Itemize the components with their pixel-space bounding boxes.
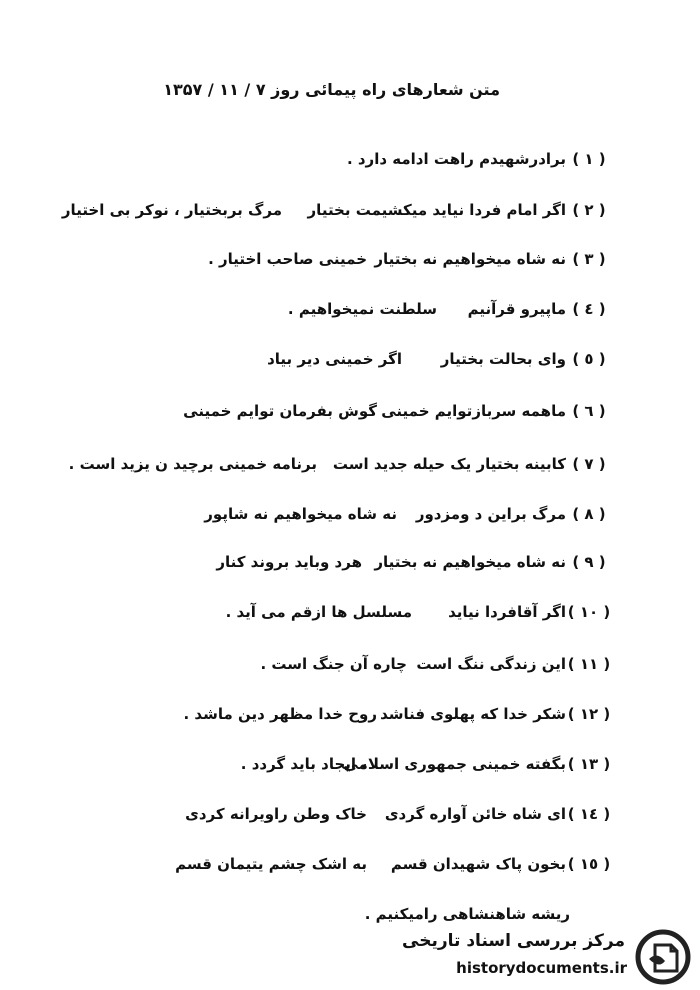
slogan-text: ماهمه سربازتوایم خمینی — [381, 402, 566, 420]
slogan-item — [212, 350, 612, 372]
slogan-number: ( ۱۱ ) — [567, 655, 611, 673]
slogan-text-second: به اشک چشم یتیمان قسم — [175, 855, 367, 873]
slogan-text: بگفته خمینی جمهوری اسلامی — [343, 755, 566, 773]
slogan-text-second: گوش بفرمان توایم خمینی — [183, 402, 377, 420]
slogan-text: نه شاه میخواهیم نه بختیار — [374, 553, 566, 571]
slogan-text-second: اگر خمینی دیر بیاد — [267, 350, 402, 368]
slogan-text: ای شاه خائن آواره گردی — [384, 805, 566, 823]
slogan-item — [61, 201, 612, 223]
slogan-text-second: چاره آن جنگ است . — [260, 655, 407, 673]
slogan-item — [137, 603, 612, 625]
slogan-number: ( ۷ ) — [572, 455, 606, 473]
slogan-text-second: مسلسل ها ازقم می آید . — [225, 603, 412, 621]
slogan-number: ( ٥ ) — [572, 350, 606, 368]
slogan-number: ( ۳ ) — [572, 250, 606, 268]
slogan-item — [212, 300, 612, 322]
slogan-text-second: برنامه خمینی برچید ن یزید است . — [68, 455, 317, 473]
slogan-text-second: خاک وطن راویرانه کردی — [185, 805, 367, 823]
slogan-text: ماپیرو قرآنیم — [467, 300, 566, 318]
slogan-number: ( ١٤ ) — [567, 805, 611, 823]
slogan-text: اگر آقافردا نیاید — [448, 603, 566, 621]
slogan-number: ( ٤ ) — [572, 300, 606, 318]
slogan-text-second: هرد وباید بروند کنار — [216, 553, 362, 571]
slogan-number: ( ۱۰ ) — [567, 603, 611, 621]
slogan-text: شکر خدا که پهلوی فناشد — [380, 705, 566, 723]
slogan-text: مرگ براین د ومزدور — [415, 505, 566, 523]
slogan-item — [172, 553, 612, 575]
slogan-number: ( ١٥ ) — [567, 855, 611, 873]
slogan-text: بخون پاک شهیدان قسم — [390, 855, 566, 873]
slogan-number: ( ۹ ) — [572, 553, 606, 571]
document-center-logo-icon — [635, 929, 691, 985]
slogan-item — [347, 150, 612, 172]
slogan-text-second: روح خدا مظهر دین ماشد . — [183, 705, 377, 723]
slogan-text-second: ، ایجاد باید گردد . — [240, 755, 367, 773]
slogan-item — [142, 755, 612, 777]
slogan-text: اگر امام فردا نیاید میکشیمت بختیار — [307, 201, 566, 219]
slogan-text-second: نه شاه میخواهیم نه شاپور — [204, 505, 397, 523]
slogan-item — [57, 455, 612, 477]
slogan-number: ( ۱۲ ) — [567, 705, 611, 723]
slogan-number: ( ۲ ) — [572, 201, 606, 219]
slogan-item — [182, 505, 612, 527]
slogan-text: کابینه بختیار یک حیله جدید است — [332, 455, 566, 473]
watermark — [402, 925, 695, 987]
slogan-item — [122, 705, 612, 727]
slogan-text-second: خمینی صاحب اختیار . — [208, 250, 367, 268]
slogan-text: نه شاه میخواهیم نه بختیار — [374, 250, 566, 268]
slogan-item — [147, 855, 612, 877]
slogan-number: ( ۱۳ ) — [567, 755, 611, 773]
slogan-item — [192, 655, 612, 677]
slogan-item — [167, 805, 612, 827]
slogan-continuation: ریشه شاهنشاهی رامیکنیم . — [364, 905, 570, 923]
document-title: متن شعارهای راه پیمائی روز ۷ / ۱۱ / ۱۳۵۷ — [163, 80, 500, 99]
slogan-item — [172, 402, 612, 424]
slogan-number: ( ۱ ) — [572, 150, 606, 168]
slogan-number: ( ٦ ) — [572, 402, 606, 420]
watermark-url: historydocuments.ir — [456, 959, 627, 977]
slogan-text-second: سلطنت نمیخواهیم . — [287, 300, 437, 318]
slogan-text: وای بحالت بختیار — [440, 350, 566, 368]
slogan-item — [172, 250, 612, 272]
slogan-text: برادرشهیدم راهت ادامه دارد . — [346, 150, 566, 168]
slogan-number: ( ۸ ) — [572, 505, 606, 523]
slogan-text-second: مرگ بربختیار ، نوکر بی اختیار — [61, 201, 282, 219]
watermark-label: مرکز بررسی اسناد تاریخی — [402, 931, 625, 951]
slogan-text: این زندگی ننگ است — [416, 655, 566, 673]
